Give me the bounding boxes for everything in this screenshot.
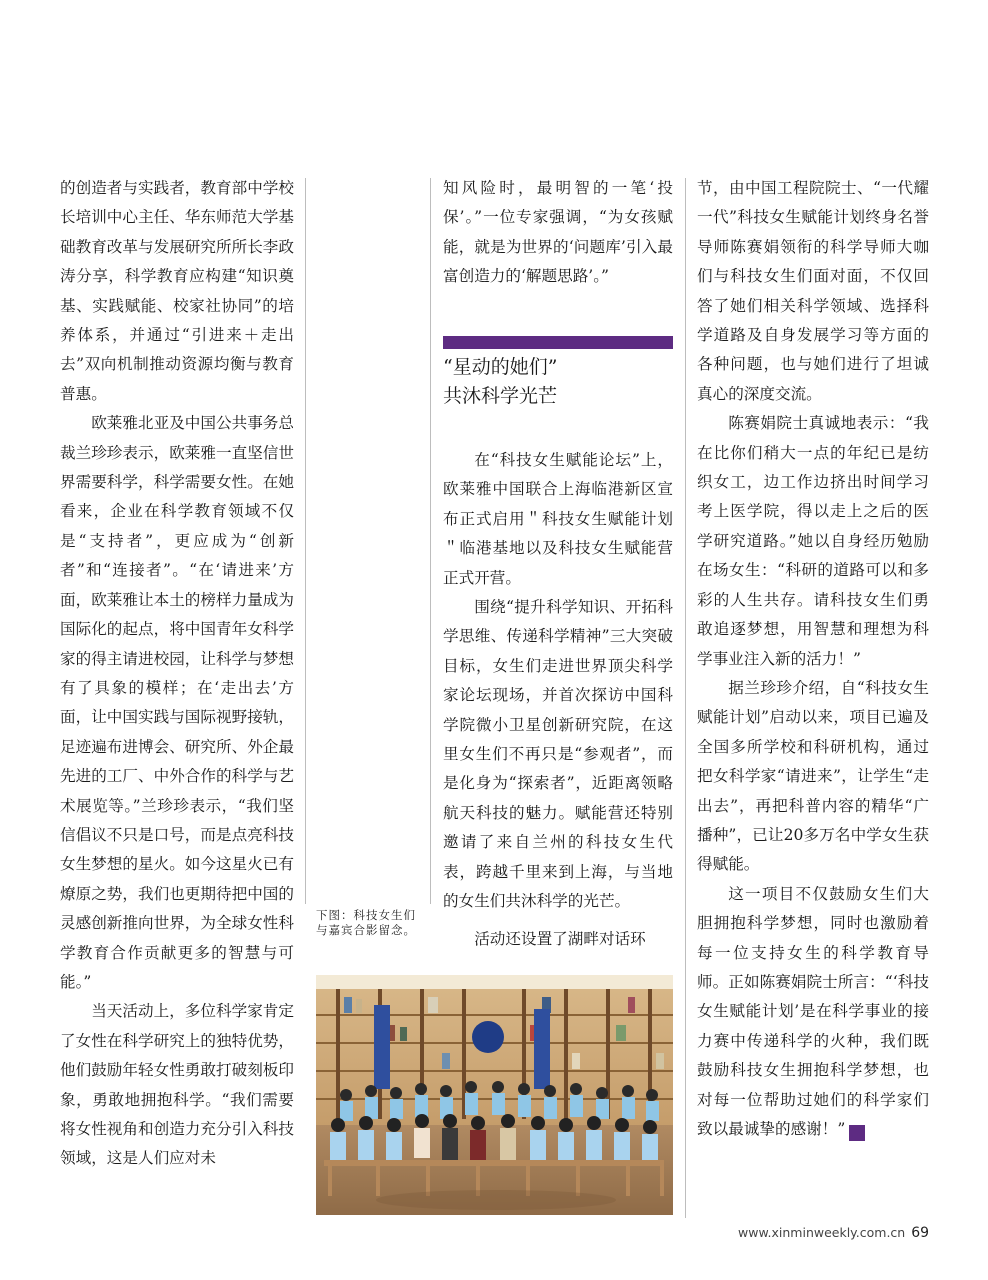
section-heading-line-1: “星动的她们”	[443, 356, 558, 378]
column-divider	[430, 178, 431, 904]
paragraph: 据兰珍珍介绍，自“科技女生赋能计划”启动以来，项目已遍及全国多所学校和科研机构，通过把女科学家“请进来”，让学生“走出去”，再把科普内容的精华“广播种”，已让20多万名中学女生获得赋能。	[697, 678, 929, 874]
article-column-2-tail	[443, 925, 673, 954]
page-number: 69	[911, 1225, 930, 1241]
paragraph	[697, 880, 929, 1145]
end-mark-icon: 民	[849, 1125, 865, 1141]
paragraph-text: 这一项目不仅鼓励女生们大胆拥抱科学梦想，同时也激励着每一位支持女生的科学教育导师。正如陈赛娟院士所言：“‘科技女生赋能计划’是在科学事业的接力赛中传递科学的火种，我们既鼓励科技女生拥抱科学梦想，也对每一位帮助过她们的科学家们致以最诚挚的感谢！”	[697, 884, 929, 1138]
section-heading-line-2: 共沐科学光芒	[443, 385, 558, 407]
paragraph: 当天活动上，多位科学家肯定了女性在科学研究上的独特优势，他们鼓励年轻女性勇敢打破刻板印象，勇敢地拥抱科学。“我们需要将女性视角和创造力充分引入科技领域，这是人们应对未	[60, 1002, 294, 1168]
paragraph: 知风险时，最明智的一笔‘投保’。”一位专家强调，“为女孩赋能，就是为世界的‘问题库’引入最富创造力的‘解题思路’。”	[443, 179, 673, 286]
paragraph: 节，由中国工程院院士、“一代耀一代”科技女生赋能计划终身名誉导师陈赛娟领衔的科学导师大咖们与科技女生们面对面，不仅回答了她们相关科学领域、选择科学道路及自身发展学习等方面的各种问题，也与她们进行了坦诚真心的深度交流。	[697, 179, 929, 403]
paragraph: 陈赛娟院士真诚地表示：“我在比你们稍大一点的年纪已是纺织女工，边工作边挤出时间学习考上医学院，得以走上之后的医学研究道路。”她以自身经历勉励在场女生：“科研的道路可以和多彩的人生共存。请科技女生们勇敢追逐梦想，用智慧和理想为科学事业注入新的活力！”	[697, 414, 929, 668]
group-photo	[316, 975, 673, 1215]
article-column-1	[60, 174, 294, 1174]
paragraph: 的创造者与实践者，教育部中学校长培训中心主任、华东师范大学基础教育改革与发展研究所所长李政涛分享，科学教育应构建“知识奠基、实践赋能、校家社协同”的培养体系，并通过“引进来＋走出去”双向机制推动资源均衡与教育普惠。	[60, 179, 294, 403]
section-heading	[443, 353, 673, 411]
paragraph: 欧莱雅北亚及中国公共事务总裁兰珍珍表示，欧莱雅一直坚信世界需要科学，科学需要女性。在她看来，企业在科学教育领域不仅是“支持者”，更应成为“创新者”和“连接者”。“在‘请进来’方面，欧莱雅让本土的榜样力量成为国际化的起点，将中国青年女科学家的得主请进校园，让科学与梦想有了具象的模样；在‘走出去’方面，让中国实践与国际视野接轨，足迹遍布进博会、研究所、外企最先进的工厂、中外合作的科学与艺术展览等。”兰珍珍表示，“我们坚信倡议不只是口号，而是点亮科技女生梦想的星火。如今这星火已有燎原之势，我们也更期待把中国的灵感创新推向世界，为全球女性科学教育合作贡献更多的智慧与可能。”	[60, 414, 294, 991]
website-url: www.xinminweekly.com.cn	[738, 1225, 906, 1240]
column-divider	[305, 178, 306, 904]
column-divider	[685, 178, 686, 1218]
page-footer	[738, 1225, 929, 1241]
photo-caption: 下图：科技女生们与嘉宾合影留念。	[316, 908, 416, 937]
paragraph: 围绕“提升科学知识、开拓科学思维、传递科学精神”三大突破目标，女生们走进世界顶尖科学家论坛现场，并首次探访中国科学院微小卫星创新研究院，在这里女生们不再只是“参观者”，而是化身为“探索者”，近距离领略航天科技的魅力。赋能营还特别邀请了来自兰州的科技女生代表，跨越千里来到上海，与当地的女生们共沐科学的光芒。	[443, 598, 673, 911]
paragraph: 活动还设置了湖畔对话环	[474, 930, 646, 948]
article-column-2-body	[443, 446, 673, 917]
group-photo-illustration	[316, 975, 673, 1215]
article-column-3	[697, 174, 929, 1144]
article-column-2-top	[443, 174, 673, 292]
section-heading-bar	[443, 336, 673, 349]
paragraph: 在“科技女生赋能论坛”上，欧莱雅中国联合上海临港新区宣布正式启用＂科技女生赋能计划＂临港基地以及科技女生赋能营正式开营。	[443, 451, 673, 587]
